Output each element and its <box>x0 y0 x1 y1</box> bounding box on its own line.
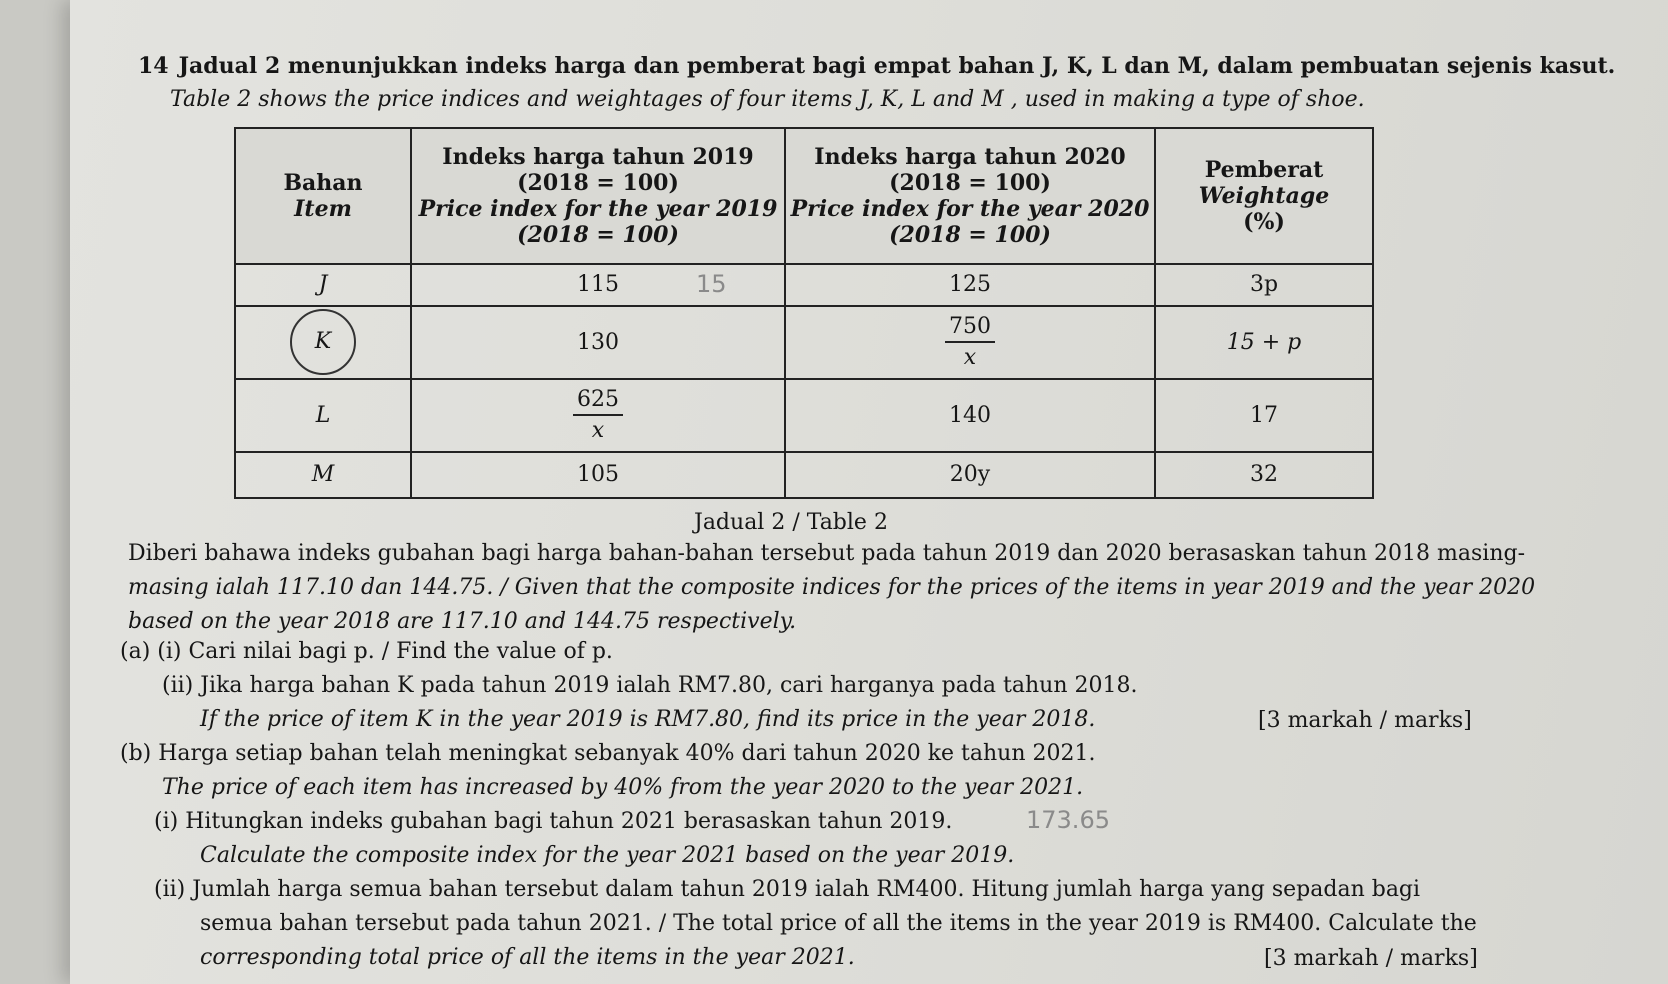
cell-pi2019: 105 <box>411 452 785 498</box>
header-2020-base-ms: (2018 = 100) <box>889 169 1051 196</box>
table-row <box>235 452 1373 498</box>
part-a-ii-ms: (ii) Jika harga bahan K pada tahun 2019 ialah RM7.80, cari harganya pada tahun 2018. <box>162 673 1138 698</box>
part-a-ii-en: If the price of item K in the year 2019 is RM7.80, find its price in the year 2018. <box>200 707 1096 732</box>
header-item-en: Item <box>294 195 352 222</box>
fraction-numerator: 625 <box>573 387 623 416</box>
header-price-index-2019 <box>411 128 785 264</box>
cell-weight: 17 <box>1155 379 1373 452</box>
cell-item <box>235 306 411 379</box>
cell-pi2020: 125 <box>785 264 1155 306</box>
header-item <box>235 128 411 264</box>
circled-item-k: K <box>290 309 356 375</box>
header-weight-unit: (%) <box>1243 208 1285 235</box>
header-price-index-2020 <box>785 128 1155 264</box>
cell-weight: 32 <box>1155 452 1373 498</box>
table-row <box>235 306 1373 379</box>
fraction <box>573 387 623 443</box>
fraction <box>945 314 995 370</box>
table-row <box>235 379 1373 452</box>
header-2019-base-en: (2018 = 100) <box>517 221 679 248</box>
cell-weight: 3p <box>1155 264 1373 306</box>
table-header-row <box>235 128 1373 264</box>
pencil-annotation-173: 173.65 <box>1026 806 1110 834</box>
header-weight-en: Weightage <box>1198 182 1330 209</box>
header-2020-ms: Indeks harga tahun 2020 <box>814 143 1126 170</box>
cell-weight: 15 + p <box>1155 306 1373 379</box>
cell-item: L <box>235 379 411 452</box>
given-line-2: masing ialah 117.10 dan 144.75. / Given that the composite indices for the prices of the items in year 2019 and the year 2020 <box>128 575 1536 600</box>
intro-ms-text: Jadual 2 menunjukkan indeks harga dan pemberat bagi empat bahan J, K, L dan M, dalam pembuatan sejenis kasut. <box>178 53 1616 79</box>
fraction-numerator: 750 <box>945 314 995 343</box>
part-b-en: The price of each item has increased by 40% from the year 2020 to the year 2021. <box>162 775 1084 800</box>
part-a-i: (a) (i) Cari nilai bagi p. / Find the value of p. <box>120 639 613 664</box>
cell-pi2020 <box>785 306 1155 379</box>
header-weightage <box>1155 128 1373 264</box>
header-item-ms: Bahan <box>283 169 363 196</box>
header-weight-ms: Pemberat <box>1204 156 1324 183</box>
part-b-ii-line-1: (ii) Jumlah harga semua bahan tersebut dalam tahun 2019 ialah RM400. Hitung jumlah harga yang sepadan bagi <box>154 877 1421 902</box>
part-b-i-ms: (i) Hitungkan indeks gubahan bagi tahun 2021 berasaskan tahun 2019. <box>154 809 953 834</box>
cell-item: M <box>235 452 411 498</box>
header-2020-base-en: (2018 = 100) <box>889 221 1051 248</box>
table-caption: Jadual 2 / Table 2 <box>694 510 888 535</box>
cell-pi2019: 130 <box>411 306 785 379</box>
header-2019-en: Price index for the year 2019 <box>418 195 778 222</box>
price-index-table <box>234 127 1372 499</box>
header-2019-base-ms: (2018 = 100) <box>517 169 679 196</box>
header-2020-en: Price index for the year 2020 <box>790 195 1150 222</box>
cell-pi2020: 20y <box>785 452 1155 498</box>
part-b-i-en: Calculate the composite index for the year 2021 based on the year 2019. <box>200 843 1015 868</box>
part-b-ii-line-3: corresponding total price of all the items in the year 2021. <box>200 945 855 970</box>
cell-pi2019 <box>411 379 785 452</box>
cell-item: J <box>235 264 411 306</box>
given-line-1: Diberi bahawa indeks gubahan bagi harga bahan-bahan tersebut pada tahun 2019 dan 2020 berasaskan tahun 2018 masing- <box>128 541 1526 566</box>
question-number: 14 <box>138 53 169 79</box>
part-b-ii-line-2: semua bahan tersebut pada tahun 2021. / The total price of all the items in the year 2019 is RM400. Calculate the <box>200 911 1477 936</box>
header-2019-ms: Indeks harga tahun 2019 <box>442 143 754 170</box>
marks-b: [3 markah / marks] <box>1264 946 1478 971</box>
question-intro-ms <box>138 52 1615 80</box>
question-intro-en: Table 2 shows the price indices and weightages of four items J, K, L and M , used in making a type of shoe. <box>170 87 1365 112</box>
part-b-ms: (b) Harga setiap bahan telah meningkat sebanyak 40% dari tahun 2020 ke tahun 2021. <box>120 741 1096 766</box>
fraction-denominator: x <box>591 418 605 444</box>
cell-pi2019: 115 <box>411 264 785 306</box>
marks-a: [3 markah / marks] <box>1258 708 1472 733</box>
fraction-denominator: x <box>963 345 977 371</box>
cell-pi2020: 140 <box>785 379 1155 452</box>
pencil-annotation-15: 15 <box>696 270 727 298</box>
table-row <box>235 264 1373 306</box>
given-line-3: based on the year 2018 are 117.10 and 144.75 respectively. <box>128 609 797 634</box>
